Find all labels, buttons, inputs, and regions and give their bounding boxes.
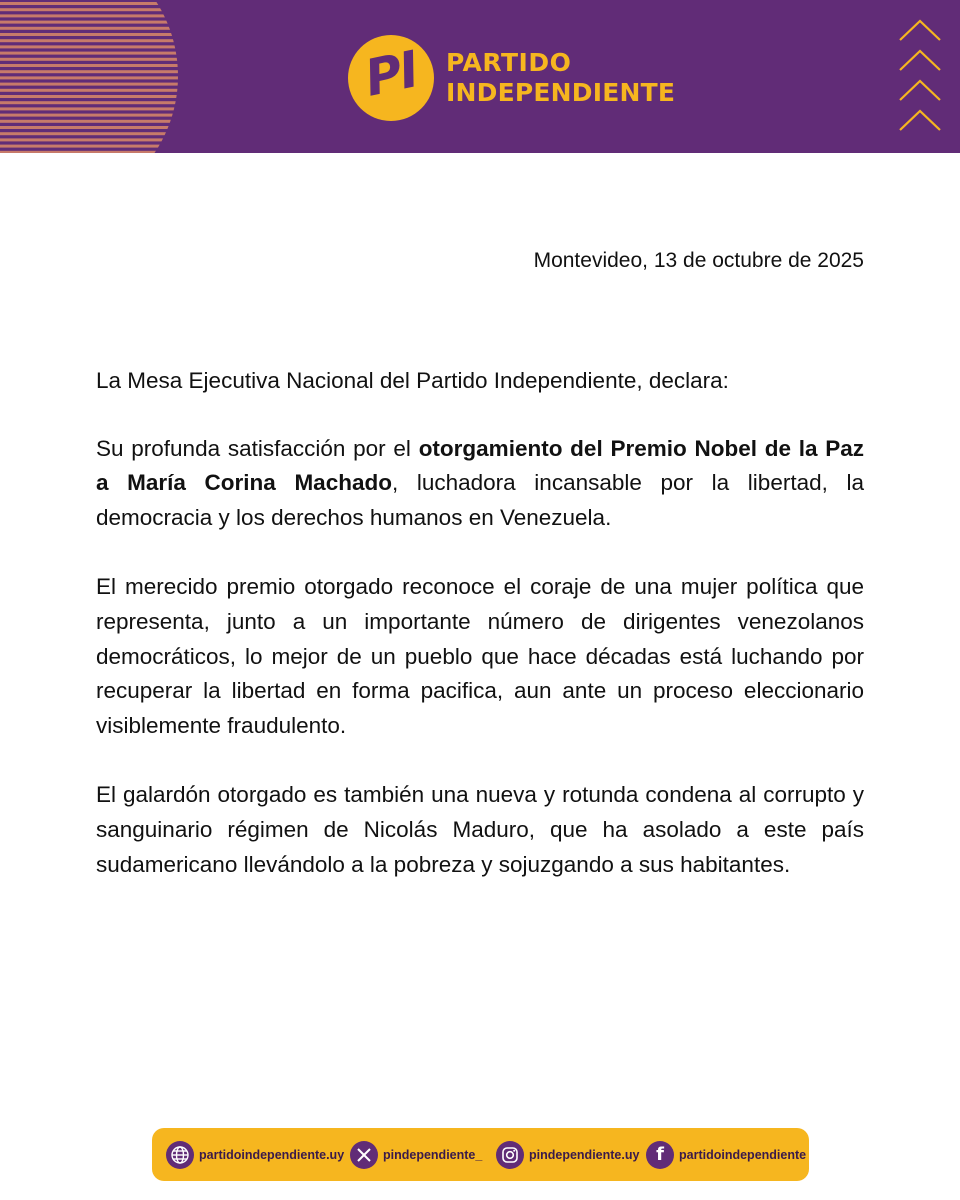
stripe-line bbox=[0, 33, 180, 36]
instagram-icon bbox=[496, 1141, 524, 1169]
paragraph-1-end: , luchadora incansable por la libertad, la democracia y los derechos humanos en Venezuela. bbox=[96, 470, 864, 530]
stripe-line bbox=[0, 120, 180, 123]
facebook-icon: f bbox=[646, 1141, 674, 1169]
stripe-line bbox=[0, 145, 180, 148]
stripe-line bbox=[0, 39, 180, 42]
stripe-line bbox=[0, 126, 180, 129]
logo-wordmark bbox=[446, 48, 675, 108]
stripe-line bbox=[0, 76, 180, 79]
stripe-line bbox=[0, 27, 180, 30]
chevrons-up-icon bbox=[896, 16, 944, 138]
paragraph-3: El galardón otorgado es también una nueva y rotunda condena al corrupto y sanguinario régimen de Nicolás Maduro, que ha asolado a este país sudamericano llevándolo a la pobreza y sojuzgando a sus habitantes. bbox=[96, 782, 864, 877]
instagram-label: pindependiente.uy bbox=[529, 1147, 640, 1162]
stripe-line bbox=[0, 83, 180, 86]
stripe-line bbox=[0, 138, 180, 141]
logo-line-2: INDEPENDIENTE bbox=[446, 78, 676, 107]
x-label: pindependiente_ bbox=[383, 1147, 483, 1162]
stripe-line bbox=[0, 89, 180, 92]
decorative-stripes bbox=[0, 0, 180, 153]
stripe-line bbox=[0, 132, 180, 135]
stripe-line bbox=[0, 64, 180, 67]
stripe-line bbox=[0, 2, 180, 5]
instagram-link[interactable] bbox=[496, 1128, 639, 1181]
stripe-line bbox=[0, 45, 180, 48]
stripe-line bbox=[0, 8, 180, 11]
logo-line-1: PARTIDO bbox=[446, 48, 572, 77]
logo-mark bbox=[348, 35, 434, 121]
website-link[interactable] bbox=[166, 1128, 344, 1181]
stripe-line bbox=[0, 14, 180, 17]
stripe-line bbox=[0, 101, 180, 104]
logo-mark-text: PI bbox=[359, 40, 423, 108]
stripe-line bbox=[0, 151, 180, 153]
globe-icon bbox=[166, 1141, 194, 1169]
facebook-link[interactable] bbox=[646, 1128, 806, 1181]
social-footer bbox=[152, 1128, 809, 1181]
x-link[interactable] bbox=[350, 1128, 482, 1181]
website-label: partidoindependiente.uy bbox=[199, 1147, 345, 1162]
paragraph-1-highlight: otorgamiento del Premio Nobel de la Paz a María Corina Machado bbox=[96, 435, 865, 496]
stripe-line bbox=[0, 58, 180, 61]
header-banner bbox=[0, 0, 960, 153]
paragraph-1 bbox=[96, 432, 864, 536]
facebook-label: partidoindependiente bbox=[679, 1147, 807, 1162]
stripe-line bbox=[0, 21, 180, 24]
document-date: Montevideo, 13 de octubre de 2025 bbox=[533, 249, 864, 272]
stripe-line bbox=[0, 107, 180, 110]
stripe-line bbox=[0, 52, 180, 55]
statement-body bbox=[96, 364, 864, 917]
stripe-line bbox=[0, 114, 180, 117]
x-logo-icon bbox=[350, 1141, 378, 1169]
party-logo bbox=[348, 33, 676, 123]
paragraph-1-start: Su profunda satisfacción por el bbox=[96, 435, 419, 461]
stripe-line bbox=[0, 95, 180, 98]
paragraph-2: El merecido premio otorgado reconoce el coraje de una mujer política que representa, junto a un importante número de dirigentes venezolanos democráticos, lo mejor de un pueblo que hace décadas está luchando por recuperar la libertad en forma pacifica, aun ante un proceso eleccionario visiblemente fraudulento. bbox=[96, 574, 864, 738]
intro-paragraph: La Mesa Ejecutiva Nacional del Partido Independiente, declara: bbox=[96, 368, 729, 393]
stripe-line bbox=[0, 70, 180, 73]
